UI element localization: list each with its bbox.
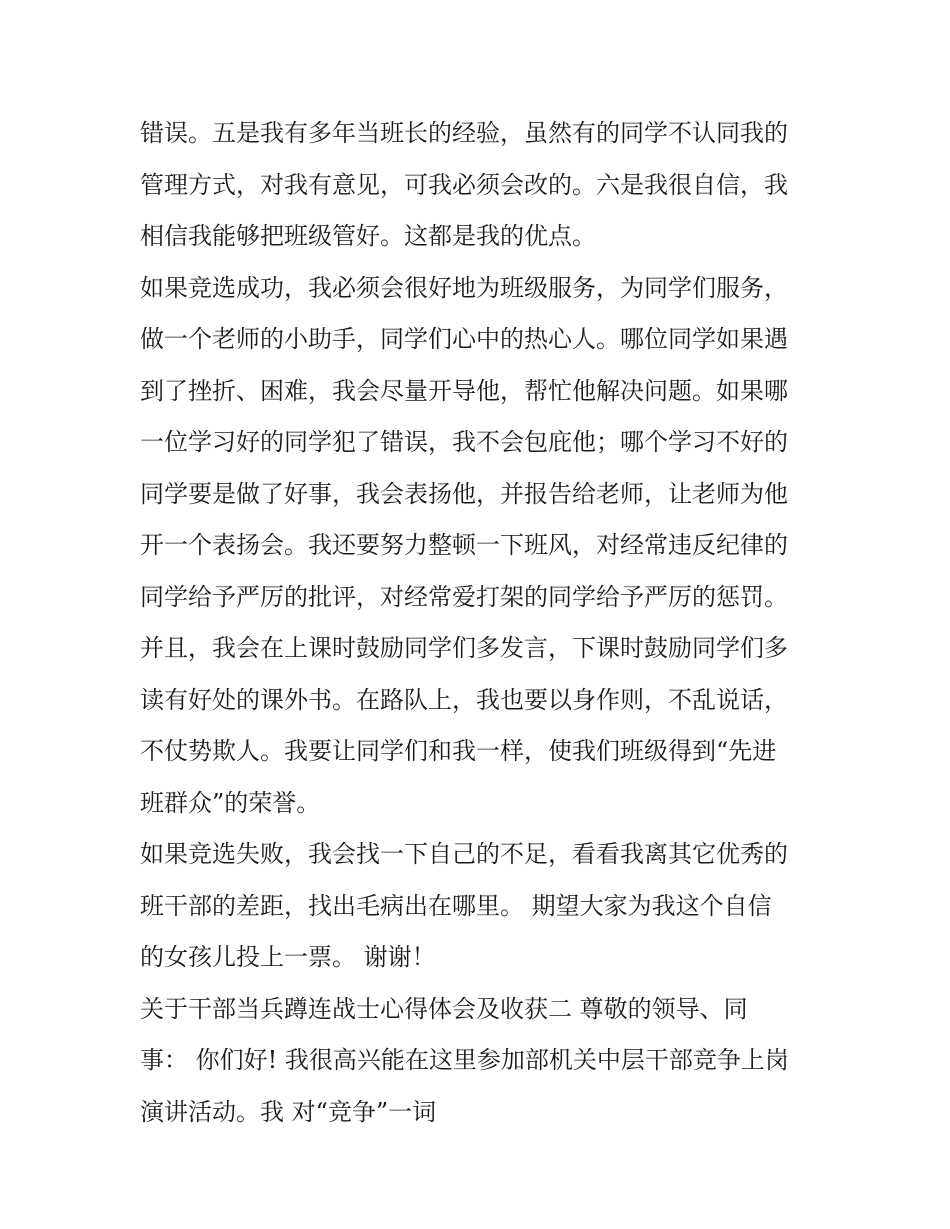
text-line: 同学要是做了好事，我会表扬他，并报告给老师，让老师为他	[140, 479, 788, 508]
text-line: 如果竞选成功，我必须会很好地为班级服务，为同学们服务，	[140, 273, 788, 302]
text-line: 演讲活动。我 对“竞争”一词	[140, 1097, 437, 1126]
text-line: 错误。五是我有多年当班长的经验，虽然有的同学不认同我的	[140, 119, 788, 147]
body-text	[140, 108, 820, 1138]
text-line: 不仗势欺人。我要让同学们和我一样，使我们班级得到“先进	[140, 737, 777, 765]
text-line: 相信我能够把班级管好。这都是我的优点。	[140, 222, 596, 250]
text-line: 管理方式，对我有意见，可我必须会改的。六是我很自信，我	[140, 170, 788, 199]
text-line: 关于干部当兵蹲连战士心得体会及收获二 尊敬的领导、同	[140, 994, 748, 1023]
text-line: 到了挫折、困难，我会尽量开导他，帮忙他解决问题。如果哪	[140, 376, 788, 405]
text-line: 开一个表扬会。我还要努力整顿一下班风，对经常违反纪律的	[140, 531, 788, 559]
text-line: 一位学习好的同学犯了错误，我不会包庇他；哪个学习不好的	[140, 428, 788, 456]
text-line: 读有好处的课外书。在路队上，我也要以身作则，不乱说话，	[140, 685, 788, 714]
text-line: 班群众”的荣誉。	[140, 788, 321, 817]
text-line: 并且，我会在上课时鼓励同学们多发言，下课时鼓励同学们多	[140, 634, 788, 662]
text-line: 事： 你们好! 我很高兴能在这里参加部机关中层干部竞争上岗	[140, 1046, 789, 1074]
text-line: 同学给予严厉的批评，对经常爱打架的同学给予严厉的惩罚。	[140, 582, 788, 611]
text-line: 做一个老师的小助手，同学们心中的热心人。哪位同学如果遇	[140, 325, 788, 353]
text-line: 班干部的差距，找出毛病出在哪里。 期望大家为我这个自信	[140, 891, 772, 920]
text-line: 的女孩儿投上一票。 谢谢！	[140, 943, 436, 971]
text-line: 如果竞选失败，我会找一下自己的不足，看看我离其它优秀的	[140, 840, 788, 868]
